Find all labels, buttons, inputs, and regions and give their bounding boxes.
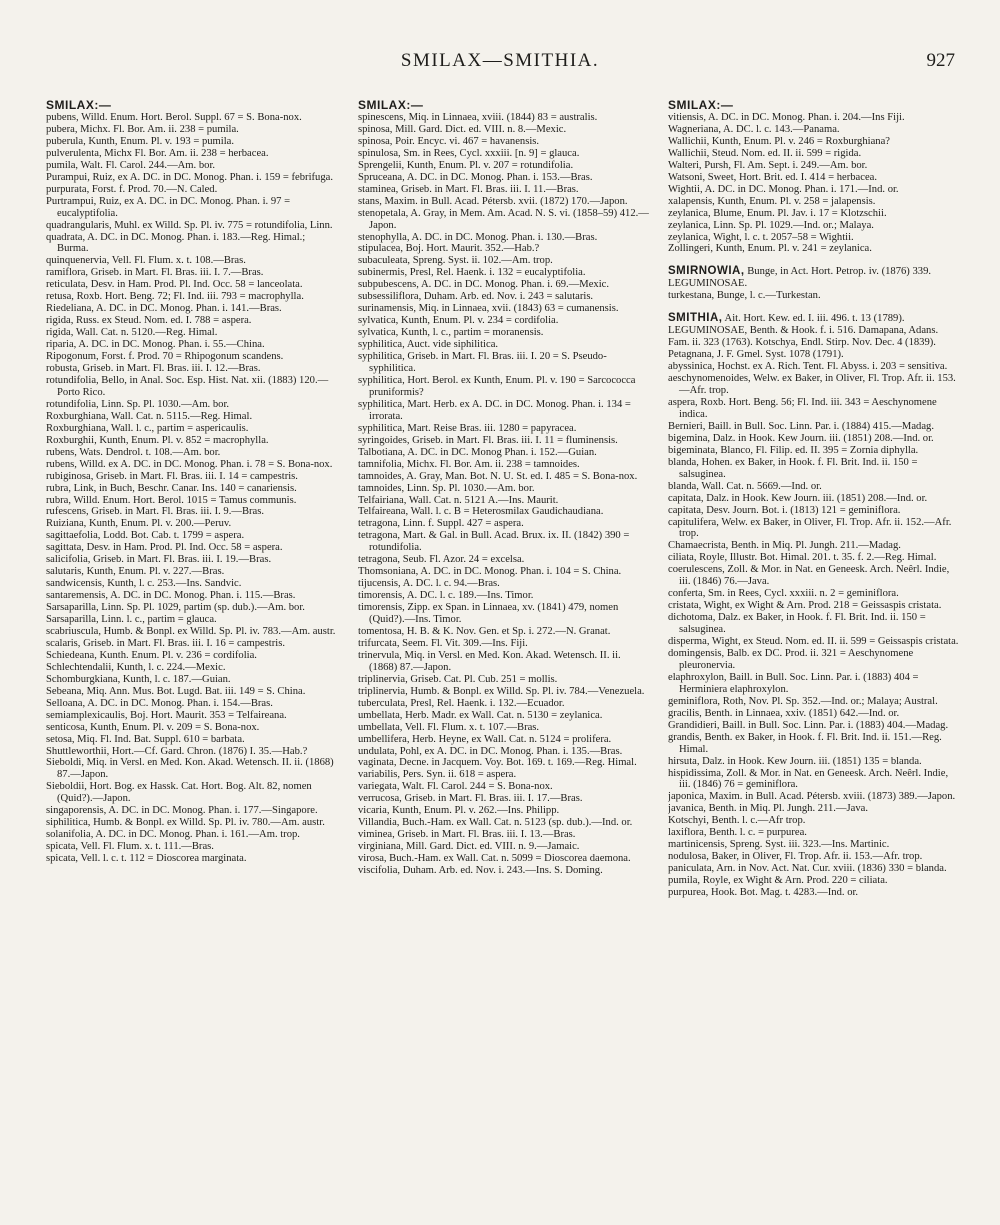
list-item: Wightii, A. DC. in DC. Monog. Phan. i. 171.—Ind. or.	[668, 183, 899, 195]
list-item: zeylanica, Linn. Sp. Pl. 1029.—Ind. or.; Malaya.	[668, 219, 874, 231]
list-item: turkestana, Bunge, l. c.—Turkestan.	[668, 290, 821, 302]
list-item: vaginata, Decne. in Jacquem. Voy. Bot. 169. t. 169.—Reg. Himal.	[358, 757, 637, 769]
list-item: spicata, Vell. Fl. Flum. x. t. 111.—Bras.	[46, 841, 214, 853]
list-item: martinicensis, Spreng. Syst. iii. 323.—Ins. Martinic.	[668, 839, 890, 851]
list-item: rubra, Link, in Buch, Beschr. Canar. Ins. 140 = canariensis.	[46, 482, 297, 494]
list-item: Thomsoniana, A. DC. in DC. Monog. Phan. i. 104 = S. China.	[358, 566, 622, 578]
list-item: sagittata, Desv. in Ham. Prod. Pl. Ind. Occ. 58 = aspera.	[46, 542, 283, 554]
list-item: Talbotiana, A. DC. in DC. Monog Phan. i. 152.—Guian.	[358, 446, 597, 458]
list-item: Chamaecrista, Benth. in Miq. Pl. Jungh. 211.—Madag.	[668, 540, 901, 552]
running-title: SMILAX—SMITHIA.	[400, 50, 600, 71]
list-item: capitata, Desv. Journ. Bot. i. (1813) 121 = geminiflora.	[668, 504, 901, 516]
list-item: ramiflora, Griseb. in Mart. Fl. Bras. iii. I. 7.—Bras.	[46, 267, 264, 279]
list-item: geminiflora, Roth, Nov. Pl. Sp. 352.—Ind. or.; Malaya; Austral.	[668, 695, 938, 707]
list-item: stenophylla, A. DC. in DC. Monog. Phan. i. 130.—Bras.	[358, 231, 598, 243]
list-item: Zollingeri, Kunth, Enum. Pl. v. 241 = zeylanica.	[668, 243, 872, 255]
list-item: trifurcata, Seem. Fl. Vit. 309.—Ins. Fiji.	[358, 637, 528, 649]
list-item: surinamensis, Miq. in Linnaea, xvii. (1843) 63 = cumanensis.	[358, 303, 619, 315]
list-item: quinquenervia, Vell. Fl. Flum. x. t. 108.—Bras.	[46, 255, 246, 267]
list-item: Shuttleworthii, Hort.—Cf. Gard. Chron. (1876) I. 35.—Hab.?	[46, 745, 308, 757]
list-item: Sieboldii, Hort. Bog. ex Hassk. Cat. Hort. Bog. Alt. 82, nomen (Quid?).—Japon.	[46, 781, 312, 805]
list-item: Sarsaparilla, Linn. l. c., partim = glauca.	[46, 614, 217, 626]
list-item: Schlechtendalii, Kunth, l. c. 224.—Mexic.	[46, 661, 226, 673]
list-item: Wagneriana, A. DC. l. c. 143.—Panama.	[668, 123, 840, 135]
list-item: capitata, Dalz. in Hook. Kew Journ. iii. (1851) 208.—Ind. or.	[668, 492, 928, 504]
list-item: umbellata, Herb. Madr. ex Wall. Cat. n. 5130 = zeylanica.	[358, 709, 603, 721]
genus-paragraph-smithia	[668, 313, 960, 361]
list-item: disperma, Wight, ex Steud. Nom. ed. II. ii. 599 = Geissaspis cristata.	[668, 636, 959, 648]
list-item: riparia, A. DC. in DC. Monog. Phan. i. 55.—China.	[46, 339, 265, 351]
list-item: Schomburgkiana, Kunth, l. c. 187.—Guian.	[46, 673, 231, 685]
list-item: Sieboldi, Miq. in Versl. en Med. Kon. Akad. Wetensch. II. ii. (1868) 87.—Japon.	[46, 757, 334, 781]
list-item: dichotoma, Dalz. ex Baker, in Hook. f. Fl. Brit. Ind. ii. 150 = salsuginea.	[668, 612, 926, 636]
list-item: stenopetala, A. Gray, in Mem. Am. Acad. N. S. vi. (1858–59) 412.—Japon.	[358, 207, 649, 231]
list-item: japonica, Maxim. in Bull. Acad. Pétersb. xviii. (1873) 389.—Japon.	[668, 791, 956, 803]
list-item: subpubescens, A. DC. in DC. Monog. Phan. i. 69.—Mexic.	[358, 279, 610, 291]
list-item: scabriuscula, Humb. & Bonpl. ex Willd. Sp. Pl. iv. 783.—Am. austr.	[46, 625, 336, 637]
list-item: salutaris, Kunth, Enum. Pl. v. 227.—Bras.	[46, 566, 225, 578]
list-item: Telfaireana, Wall. l. c. B = Heterosmilax Gaudichaudiana.	[358, 506, 604, 518]
genus-paragraph-smirnowia	[668, 266, 960, 290]
entry-list	[46, 112, 338, 865]
list-item: blanda, Wall. Cat. n. 5669.—Ind. or.	[668, 480, 822, 492]
list-item: hispidissima, Zoll. & Mor. in Nat. en Geneesk. Arch. Neêrl. Indie, iii. (1846) 76 = geminiflora.	[668, 767, 949, 791]
list-item: robusta, Griseb. in Mart. Fl. Bras. iii. I. 12.—Bras.	[46, 363, 261, 375]
list-item: rubra, Willd. Enum. Hort. Berol. 1015 = Tamus communis.	[46, 494, 297, 506]
list-item: Wallichii, Steud. Nom. ed. II. ii. 599 = rigida.	[668, 147, 862, 159]
list-item: Sebeana, Miq. Ann. Mus. Bot. Lugd. Bat. iii. 149 = S. China.	[46, 685, 306, 697]
list-item: domingensis, Balb. ex DC. Prod. ii. 321 = Aeschynomene pleuronervia.	[668, 647, 914, 671]
genus-name: SMITHIA,	[668, 312, 723, 325]
list-item: syphilitica, Hort. Berol. ex Kunth, Enum. Pl. v. 190 = Sarcococca pruniformis?	[358, 374, 636, 398]
list-item: tetragona, Seub. Fl. Azor. 24 = excelsa.	[358, 554, 525, 566]
list-item: santaremensis, A. DC. in DC. Monog. Phan. i. 115.—Bras.	[46, 590, 296, 602]
list-item: hirsuta, Dalz. in Hook. Kew Journ. iii. (1851) 135 = blanda.	[668, 755, 922, 767]
list-item: sylvatica, Kunth, l. c., partim = moranensis.	[358, 327, 544, 339]
entry-list	[668, 361, 960, 899]
list-item: pumila, Walt. Fl. Carol. 244.—Am. bor.	[46, 159, 216, 171]
list-item: conferta, Sm. in Rees, Cycl. xxxiii. n. 2 = geminiflora.	[668, 588, 899, 600]
list-item: paniculata, Arn. in Nov. Act. Nat. Cur. xviii. (1836) 330 = blanda.	[668, 863, 947, 875]
list-item: Ripogonum, Forst. f. Prod. 70 = Rhipogonum scandens.	[46, 351, 284, 363]
list-item: purpurea, Hook. Bot. Mag. t. 4283.—Ind. or.	[668, 887, 859, 899]
list-item: umbellifera, Herb. Heyne, ex Wall. Cat. n. 5124 = prolifera.	[358, 733, 612, 745]
list-item: virginiana, Mill. Gard. Dict. ed. VIII. n. 9.—Jamaic.	[358, 841, 580, 853]
list-item: staminea, Griseb. in Mart. Fl. Bras. iii. I. 11.—Bras.	[358, 183, 579, 195]
list-item: laxiflora, Benth. l. c. = purpurea.	[668, 827, 807, 839]
page-number: 927	[926, 50, 955, 71]
list-item: viscifolia, Duham. Arb. ed. Nov. i. 243.—Ins. S. Doming.	[358, 865, 603, 877]
list-item: retusa, Roxb. Hort. Beng. 72; Fl. Ind. iii. 793 = macrophylla.	[46, 291, 304, 303]
list-item: timorensis, A. DC. l. c. 189.—Ins. Timor.	[358, 590, 534, 602]
list-item: syringoides, Griseb. in Mart. Fl. Bras. iii. I. 11 = fluminensis.	[358, 434, 618, 446]
list-item: quadrata, A. DC. in DC. Monog. Phan. i. 183.—Reg. Himal.; Burma.	[46, 231, 306, 255]
list-item: syphilitica, Griseb. in Mart. Fl. Bras. iii. I. 20 = S. Pseudo-syphilitica.	[358, 351, 607, 375]
list-item: Spruceana, A. DC. in DC. Monog. Phan. i. 153.—Bras.	[358, 171, 593, 183]
list-item: Roxburghiana, Wall. l. c., partim = aspericaulis.	[46, 422, 249, 434]
list-item: singaporensis, A. DC. in DC. Monog. Phan. i. 177.—Singapore.	[46, 805, 318, 817]
list-item: zeylanica, Wight, l. c. t. 2057–58 = Wightii.	[668, 231, 854, 243]
list-item: siphilitica, Humb. & Bonpl. ex Willd. Sp. Pl. iv. 780.—Am. austr.	[46, 817, 325, 829]
entry-list	[358, 112, 650, 877]
list-item: Kotschyi, Benth. l. c.—Afr trop.	[668, 815, 806, 827]
list-item: tijucensis, A. DC. l. c. 94.—Bras.	[358, 578, 500, 590]
list-item: tetragona, Linn. f. Suppl. 427 = aspera.	[358, 518, 524, 530]
list-item: vitiensis, A. DC. in DC. Monog. Phan. i. 204.—Ins Fiji.	[668, 112, 905, 123]
list-item: rigida, Wall. Cat. n. 5120.—Reg. Himal.	[46, 327, 218, 339]
list-item: syphilitica, Mart. Reise Bras. iii. 1280 = papyracea.	[358, 422, 577, 434]
genus-heading: SMILAX:—	[46, 98, 112, 112]
list-item: stans, Maxim. in Bull. Acad. Pétersb. xvii. (1872) 170.—Japon.	[358, 195, 628, 207]
column-2	[358, 95, 650, 877]
list-item: puberula, Kunth, Enum. Pl. v. 193 = pumila.	[46, 135, 235, 147]
list-item: capitulifera, Welw. ex Baker, in Oliver, Fl. Trop. Afr. ii. 152.—Afr. trop.	[668, 516, 952, 540]
list-item: subaculeata, Spreng. Syst. ii. 102.—Am. trop.	[358, 255, 553, 267]
list-item: spinosa, Poir. Encyc. vi. 467 = havanensis.	[358, 135, 540, 147]
list-item: gracilis, Benth. in Linnaea, xxiv. (1851) 642.—Ind. or.	[668, 707, 900, 719]
list-item: timorensis, Zipp. ex Span. in Linnaea, xv. (1841) 479, nomen (Quid?).—Ins. Timor.	[358, 602, 619, 626]
list-item: scalaris, Griseb. in Mart. Fl. Bras. iii. I. 16 = campestris.	[46, 637, 285, 649]
list-item: Telfairiana, Wall. Cat. n. 5121 A.—Ins. Maurit.	[358, 494, 559, 506]
list-item: virosa, Buch.-Ham. ex Wall. Cat. n. 5099 = Dioscorea daemona.	[358, 853, 631, 865]
list-item: sagittaefolia, Lodd. Bot. Cab. t. 1799 = aspera.	[46, 530, 245, 542]
list-item: coerulescens, Zoll. & Mor. in Nat. en Geneesk. Arch. Neêrl. Indie, iii. (1846) 76.—Java.	[668, 564, 950, 588]
list-item: Sarsaparilla, Linn. Sp. Pl. 1029, partim (sp. dub.).—Am. bor.	[46, 602, 305, 614]
list-item: syphilitica, Mart. Herb. ex A. DC. in DC. Monog. Phan. i. 134 = irrorata.	[358, 398, 631, 422]
list-item: rubiginosa, Griseb. in Mart. Fl. Bras. iii. I. 14 = campestris.	[46, 470, 298, 482]
list-item: spinulosa, Sm. in Rees, Cycl. xxxiii. [n. 9] = glauca.	[358, 147, 580, 159]
list-item: javanica, Benth. in Miq. Pl. Jungh. 211.—Java.	[668, 803, 868, 815]
list-item: Purampui, Ruiz, ex A. DC. in DC. Monog. Phan. i. 159 = febrifuga.	[46, 171, 333, 183]
list-item: aspera, Roxb. Hort. Beng. 56; Fl. Ind. iii. 343 = Aeschynomene indica.	[668, 396, 937, 420]
list-item: tamnifolia, Michx. Fl. Bor. Am. ii. 238 = tamnoides.	[358, 458, 580, 470]
list-item: spinescens, Miq. in Linnaea, xviii. (1844) 83 = australis.	[358, 112, 598, 123]
list-item: Selloana, A. DC. in DC. Monog. Phan. i. 154.—Bras.	[46, 697, 273, 709]
list-item: triplinervia, Humb. & Bonpl. ex Willd. Sp. Pl. iv. 784.—Venezuela.	[358, 685, 645, 697]
list-item: subsessiliflora, Duham. Arb. ed. Nov. i. 243 = salutaris.	[358, 291, 594, 303]
column-3	[668, 95, 960, 899]
list-item: spinosa, Mill. Gard. Dict. ed. VIII. n. 8.—Mexic.	[358, 123, 567, 135]
list-item: vicaria, Kunth, Enum. Pl. v. 262.—Ins. Philipp.	[358, 805, 560, 817]
list-item: Sprengelii, Kunth, Enum. Pl. v. 207 = rotundifolia.	[358, 159, 574, 171]
list-item: variegata, Walt. Fl. Carol. 244 = S. Bona-nox.	[358, 781, 553, 793]
list-item: cristata, Wight, ex Wight & Arn. Prod. 218 = Geissaspis cristata.	[668, 600, 942, 612]
list-item: quadrangularis, Muhl. ex Willd. Sp. Pl. iv. 775 = rotundifolia, Linn.	[46, 219, 333, 231]
list-item: tetragona, Mart. & Gal. in Bull. Acad. Brux. ix. II. (1842) 390 = rotundifolia.	[358, 530, 630, 554]
list-item: purpurata, Forst. f. Prod. 70.—N. Caled.	[46, 183, 218, 195]
list-item: Ruiziana, Kunth, Enum. Pl. v. 200.—Peruv.	[46, 518, 232, 530]
list-item: setosa, Miq. Fl. Ind. Bat. Suppl. 610 = barbata.	[46, 733, 245, 745]
list-item: elaphroxylon, Baill. in Bull. Soc. Linn. Par. i. (1883) 404 = Herminiera elaphroxylon.	[668, 671, 919, 695]
list-item: Roxburghiana, Wall. Cat. n. 5115.—Reg. Himal.	[46, 410, 253, 422]
list-item: triplinervia, Griseb. Cat. Pl. Cub. 251 = mollis.	[358, 673, 558, 685]
genus-citation: Bunge, in Act. Hort. Petrop. iv. (1876) 339. LEGUMINOSAE.	[668, 266, 932, 290]
list-item: umbellata, Vell. Fl. Flum. x. t. 107.—Bras.	[358, 721, 540, 733]
list-item: variabilis, Pers. Syn. ii. 618 = aspera.	[358, 769, 517, 781]
list-item: tamnoides, Linn. Sp. Pl. 1030.—Am. bor.	[358, 482, 535, 494]
list-item: aeschynomenoides, Welw. ex Baker, in Oliver, Fl. Trop. Afr. ii. 153.—Afr. trop.	[668, 373, 956, 397]
list-item: ciliata, Royle, Illustr. Bot. Himal. 201. t. 35. f. 2.—Reg. Himal.	[668, 552, 937, 564]
list-item: bigeminata, Blanco, Fl. Filip. ed. II. 395 = Zornia diphylla.	[668, 444, 919, 456]
page-header	[0, 50, 1000, 78]
list-item: Riedeliana, A. DC. in DC. Monog. Phan. i. 141.—Bras.	[46, 303, 282, 315]
list-item: viminea, Griseb. in Mart. Fl. Bras. iii. I. 13.—Bras.	[358, 829, 576, 841]
list-item: pubens, Willd. Enum. Hort. Berol. Suppl. 67 = S. Bona-nox.	[46, 112, 302, 123]
list-item: syphilitica, Auct. vide siphilitica.	[358, 339, 499, 351]
genus-heading: SMILAX:—	[668, 98, 734, 112]
list-item: xalapensis, Kunth, Enum. Pl. v. 258 = jalapensis.	[668, 195, 876, 207]
list-item: Wallichii, Kunth, Enum. Pl. v. 246 = Roxburghiana?	[668, 135, 890, 147]
list-item: Villandia, Buch.-Ham. ex Wall. Cat. n. 5123 (sp. dub.).—Ind. or.	[358, 817, 633, 829]
list-item: tomentosa, H. B. & K. Nov. Gen. et Sp. i. 272.—N. Granat.	[358, 625, 611, 637]
list-item: rubens, Wats. Dendrol. t. 108.—Am. bor.	[46, 446, 221, 458]
list-item: abyssinica, Hochst. ex A. Rich. Tent. Fl. Abyss. i. 203 = sensitiva.	[668, 361, 948, 373]
list-item: pumila, Royle, ex Wight & Arn. Prod. 220 = ciliata.	[668, 875, 888, 887]
list-item: sandwicensis, Kunth, l. c. 253.—Ins. Sandvic.	[46, 578, 242, 590]
list-item: nodulosa, Baker, in Oliver, Fl. Trop. Afr. ii. 153.—Afr. trop.	[668, 851, 923, 863]
list-item: spicata, Vell. l. c. t. 112 = Dioscorea marginata.	[46, 853, 247, 865]
list-item: Grandidieri, Baill. in Bull. Soc. Linn. Par. i. (1883) 404.—Madag.	[668, 719, 949, 731]
list-item: senticosa, Kunth, Enum. Pl. v. 209 = S. Bona-nox.	[46, 721, 260, 733]
list-item: bigemina, Dalz. in Hook. Kew Journ. iii. (1851) 208.—Ind. or.	[668, 432, 934, 444]
list-item: salicifolia, Griseb. in Mart. Fl. Bras. iii. I. 19.—Bras.	[46, 554, 272, 566]
list-item: Schiedeana, Kunth. Enum. Pl. v. 236 = cordifolia.	[46, 649, 257, 661]
list-item: Roxburghii, Kunth, Enum. Pl. v. 852 = macrophylla.	[46, 434, 269, 446]
list-item: verrucosa, Griseb. in Mart. Fl. Bras. iii. I. 17.—Bras.	[358, 793, 583, 805]
list-item: rubens, Willd. ex A. DC. in DC. Monog. Phan. i. 78 = S. Bona-nox.	[46, 458, 333, 470]
list-item: pulverulenta, Michx Fl. Bor. Am. ii. 238 = herbacea.	[46, 147, 269, 159]
list-item: Walteri, Pursh, Fl. Am. Sept. i. 249.—Am. bor.	[668, 159, 868, 171]
list-item: sylvatica, Kunth, Enum. Pl. v. 234 = cordifolia.	[358, 315, 559, 327]
list-item: blanda, Hohen. ex Baker, in Hook. f. Fl. Brit. Ind. ii. 150 = salsuginea.	[668, 456, 918, 480]
list-item: rotundifolia, Linn. Sp. Pl. 1030.—Am. bor.	[46, 398, 230, 410]
list-item: rotundifolia, Bello, in Anal. Soc. Esp. Hist. Nat. xii. (1883) 120.—Porto Rico.	[46, 374, 329, 398]
list-item: zeylanica, Blume, Enum. Pl. Jav. i. 17 = Klotzschii.	[668, 207, 887, 219]
genus-heading: SMILAX:—	[358, 98, 424, 112]
list-item: rigida, Russ. ex Steud. Nom. ed. I. 788 = aspera.	[46, 315, 252, 327]
list-item: trinervula, Miq. in Versl. en Med. Kon. Akad. Wetensch. II. ii. (1868) 87.—Japon.	[358, 649, 621, 673]
list-item: solanifolia, A. DC. in DC. Monog. Phan. i. 161.—Am. trop.	[46, 829, 300, 841]
genus-name: SMIRNOWIA,	[668, 265, 745, 278]
entry-list	[668, 112, 960, 255]
list-item: subinermis, Presl, Rel. Haenk. i. 132 = eucalyptifolia.	[358, 267, 586, 279]
list-item: grandis, Benth. ex Baker, in Hook. f. Fl. Brit. Ind. ii. 151.—Reg. Himal.	[668, 731, 942, 755]
list-item: Bernieri, Baill. in Bull. Soc. Linn. Par. i. (1884) 415.—Madag.	[668, 420, 934, 432]
list-item: reticulata, Desv. in Ham. Prod. Pl. Ind. Occ. 58 = lanceolata.	[46, 279, 303, 291]
column-1	[46, 95, 338, 865]
genus-citation: Ait. Hort. Kew. ed. I. iii. 496. t. 13 (1789). LEGUMINOSAE, Benth. & Hook. f. i. 516. Damapana, Adans. Fam. ii. 323 (1763). Kotschya, Endl. Stirp. Nov. Dec. 4 (1839). Petagnana, J. F. Gmel. Syst. 1078 (1791).	[668, 313, 939, 361]
list-item: pubera, Michx. Fl. Bor. Am. ii. 238 = pumila.	[46, 123, 239, 135]
list-item: semiamplexicaulis, Boj. Hort. Maurit. 353 = Telfaireana.	[46, 709, 287, 721]
list-item: undulata, Pohl, ex A. DC. in DC. Monog. Phan. i. 135.—Bras.	[358, 745, 623, 757]
list-item: Watsoni, Sweet, Hort. Brit. ed. I. 414 = herbacea.	[668, 171, 877, 183]
list-item: Purtrampui, Ruiz, ex A. DC. in DC. Monog. Phan. i. 97 = eucalyptifolia.	[46, 195, 291, 219]
index-columns	[46, 95, 962, 1190]
list-item: tuberculata, Presl, Rel. Haenk. i. 132.—Ecuador.	[358, 697, 565, 709]
list-item: rufescens, Griseb. in Mart. Fl. Bras. iii. I. 9.—Bras.	[46, 506, 265, 518]
list-item: tamnoides, A. Gray, Man. Bot. N. U. St. ed. I. 485 = S. Bona-nox.	[358, 470, 638, 482]
list-item: stipulacea, Boj. Hort. Maurit. 352.—Hab.?	[358, 243, 540, 255]
